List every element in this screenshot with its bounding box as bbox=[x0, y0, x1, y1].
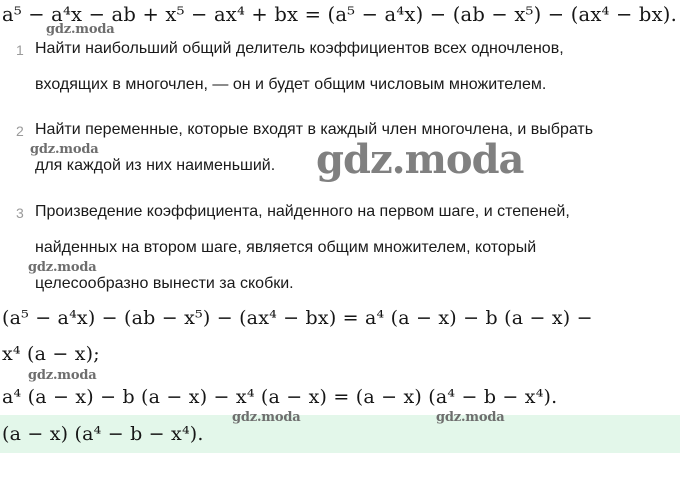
step-1-line-1: Найти наибольший общий делитель коэффициентов всех одночленов, bbox=[35, 40, 564, 57]
step-3-number: 3 bbox=[16, 205, 24, 221]
equation-line-2: x⁴ (a − x); bbox=[2, 343, 100, 365]
step-2-number: 2 bbox=[16, 123, 24, 139]
step-3-line-1: Произведение коэффициента, найденного на первом шаге, и степеней, bbox=[35, 203, 570, 220]
answer-expression: (a − x) (a⁴ − b − x⁴). bbox=[2, 423, 204, 445]
equation-line-3: a⁴ (a − x) − b (a − x) − x⁴ (a − x) = (a − x) (a⁴ − b − x⁴). bbox=[2, 386, 558, 408]
watermark-large: gdz.moda bbox=[316, 136, 524, 183]
equation-top: a⁵ − a⁴x − ab + x⁵ − ax⁴ + bx = (a⁵ − a⁴x) − (ab − x⁵) − (ax⁴ − bx). bbox=[2, 3, 677, 26]
step-2-line-1: Найти переменные, которые входят в каждый член многочлена, и выбрать bbox=[35, 121, 594, 138]
step-3-line-3: целесообразно вынести за скобки. bbox=[35, 275, 294, 292]
step-1-number: 1 bbox=[16, 42, 24, 58]
watermark: gdz.moda bbox=[232, 410, 301, 425]
step-1-line-2: входящих в многочлен, — он и будет общим числовым множителем. bbox=[35, 76, 547, 93]
watermark: gdz.moda bbox=[30, 142, 99, 157]
watermark: gdz.moda bbox=[436, 410, 505, 425]
step-2-line-2: для каждой из них наименьший. bbox=[35, 157, 276, 174]
watermark: gdz.moda bbox=[46, 22, 115, 37]
step-3-line-2: найденных на втором шаге, является общим множителем, который bbox=[35, 239, 537, 256]
equation-line-1: (a⁵ − a⁴x) − (ab − x⁵) − (ax⁴ − bx) = a⁴ (a − x) − b (a − x) − bbox=[2, 307, 593, 329]
watermark: gdz.moda bbox=[28, 260, 97, 275]
watermark: gdz.moda bbox=[28, 368, 97, 383]
